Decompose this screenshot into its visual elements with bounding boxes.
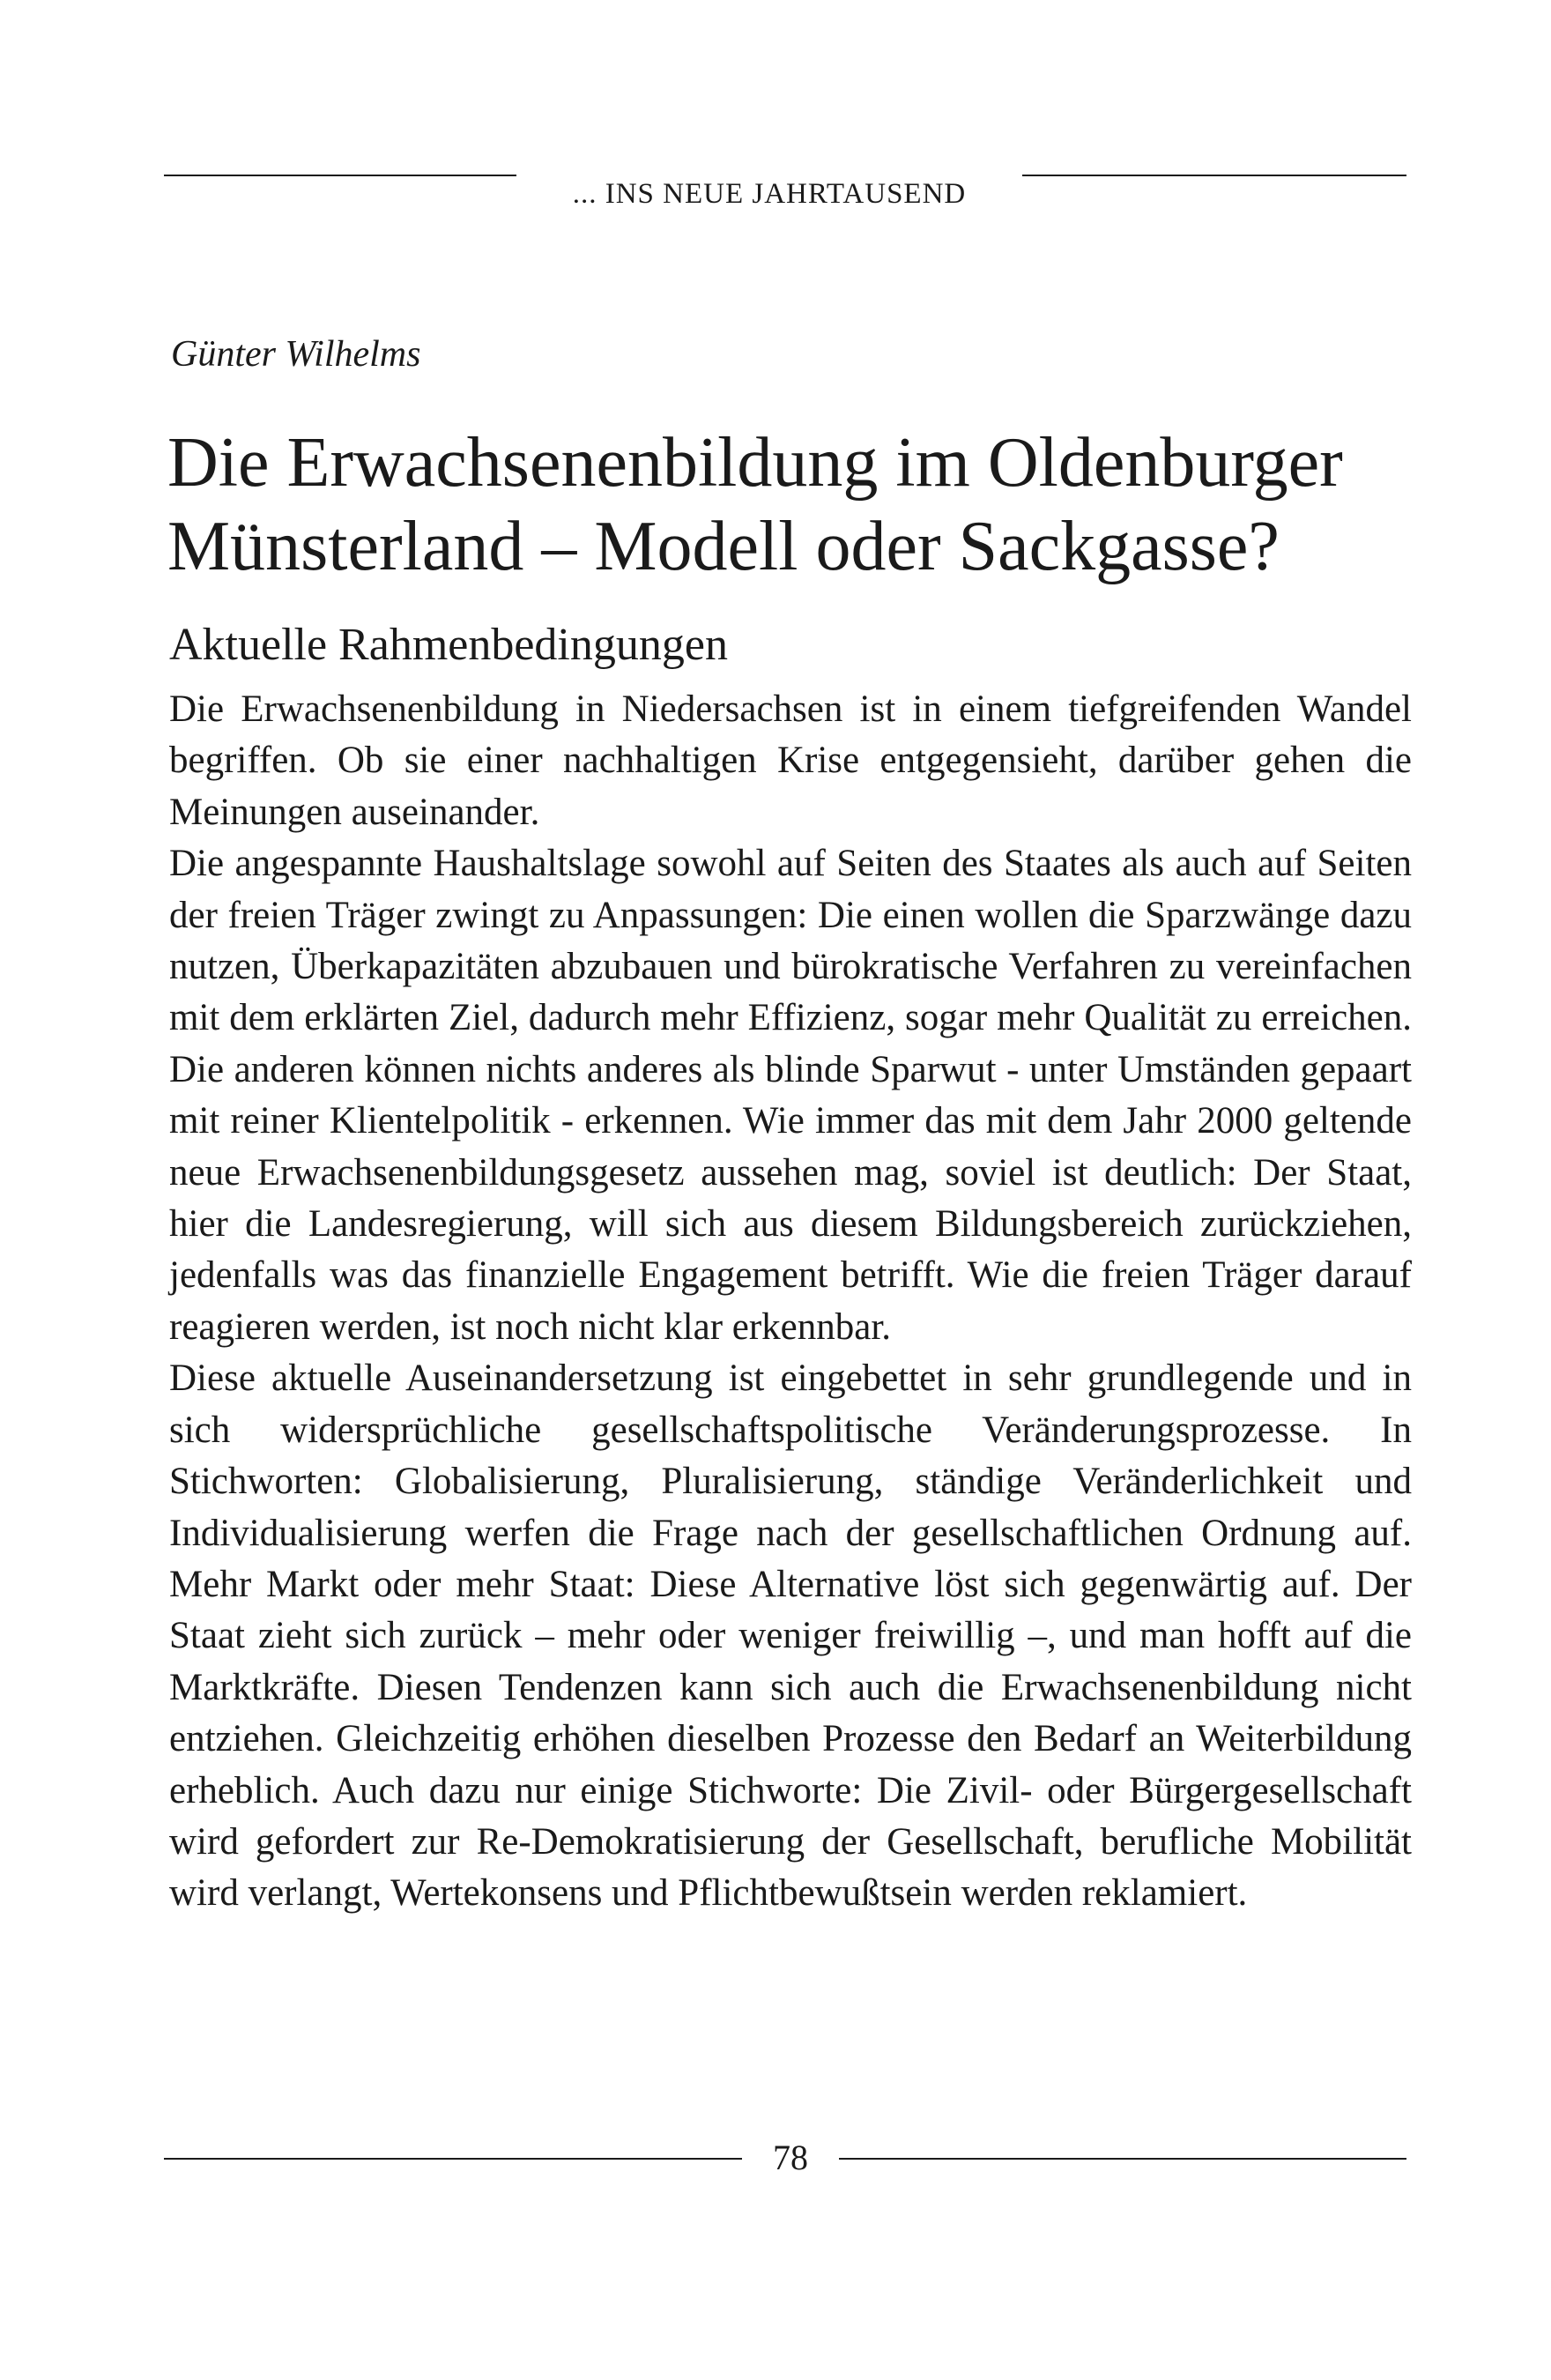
page-number: 78: [773, 2138, 808, 2177]
body-text: [169, 684, 1412, 1920]
header-rule-right: [1022, 175, 1406, 176]
title-line-2: Münsterland – Modell oder Sackgasse?: [167, 508, 1280, 585]
author-name: Günter Wilhelms: [171, 334, 421, 375]
paragraph: Diese aktuelle Auseinandersetzung ist eingebettet in sehr grundlegende und in sich widersprüchliche gesellschaftspolitische Veränderungsprozesse. In Stichworten: Globalisierung, Pluralisierung, ständige Veränderlichkeit und Individualisierung werfen die Frage nach der gesellschaftlichen Ordnung auf. Mehr Markt oder mehr Staat: Diese Alternative löst sich gegenwärtig auf. Der Staat zieht sich zurück – mehr oder weniger freiwillig –, und man hofft auf die Marktkräfte. Diesen Tendenzen kann sich auch die Erwachsenenbildung nicht entziehen. Gleichzeitig erhöhen dieselben Prozesse den Bedarf an Weiterbildung erheblich. Auch dazu nur einige Stichworte: Die Zivil- oder Bürgergesellschaft wird gefordert zur Re-Demokratisierung der Gesellschaft, berufliche Mobilität wird verlangt, Wertekonsens und Pflichtbewußtsein werden reklamiert.: [169, 1357, 1412, 1915]
running-head: ... INS NEUE JAHRTAUSEND: [572, 178, 967, 210]
paragraph: Die Erwachsenenbildung in Niedersachsen ist in einem tiefgreifenden Wandel begriffen. Ob sie einer nachhaltigen Krise entgegensieht, darüber gehen die Meinungen auseinander.: [169, 688, 1412, 833]
article-title: [167, 421, 1419, 589]
paragraph: Die angespannte Haushaltslage sowohl auf Seiten des Staates als auch auf Seiten der freien Träger zwingt zu Anpassungen: Die einen wollen die Sparzwänge dazu nutzen, Überkapazitäten abzubauen und bürokratische Verfahren zu vereinfachen mit dem erklärten Ziel, dadurch mehr Effizienz, sogar mehr Qualität zu erreichen. Die anderen können nichts anderes als blinde Sparwut - unter Umständen gepaart mit reiner Klientelpolitik - erkennen. Wie immer das mit dem Jahr 2000 geltende neue Erwachsenenbildungsgesetz aussehen mag, soviel ist deutlich: Der Staat, hier die Landesregierung, will sich aus diesem Bildungsbereich zurückziehen, jedenfalls was das finanzielle Engagement betrifft. Wie die freien Träger darauf reagieren werden, ist noch nicht klar erkennbar.: [169, 843, 1412, 1348]
footer-rule-left: [164, 2158, 742, 2160]
footer-rule-right: [839, 2158, 1406, 2160]
title-line-1: Die Erwachsenenbildung im Oldenburger: [167, 424, 1343, 502]
header-rule-left: [164, 175, 516, 176]
section-heading: Aktuelle Rahmenbedingungen: [169, 620, 728, 670]
